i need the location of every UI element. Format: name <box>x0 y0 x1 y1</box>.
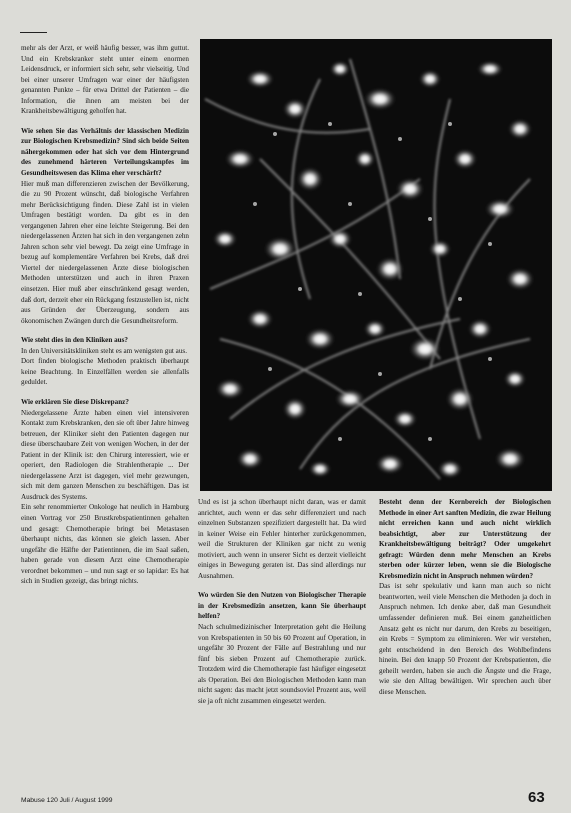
footer-magazine: Mabuse 120 Juli / August 1999 <box>21 797 113 804</box>
top-rule <box>20 32 47 33</box>
middle-column <box>198 497 366 706</box>
question-2: Wie steht dies in den Kliniken aus? <box>21 336 129 345</box>
answer-3b: Ein sehr renommierter Onkologe hat neulich in Hamburg einen Vortrag vor 250 Brustkrebspatientinnen gehalten und gesagt: Chemotherapie bringt bei Metastasen überhaupt nichts, das können sie gleich lassen. Aber ungefähr die Hälfte der Patientinnen, die im Saal saßen, haben gerade von diesem Arzt eine Chemotherapie verordnet bekommen – und nun sagt er so lapidar: Es hat sich in Studien gezeigt, das bringt nichts. <box>21 503 189 586</box>
paragraph-intro: mehr als der Arzt, er weiß häufig besser, was ihm guttut. Und ein Krebskranker steht unter einem enormen Leidensdruck, er informiert sich sehr, sehr vielseitig. Und bei einer unserer Umfragen war einer der häufigsten genannten Punkte – für etwa Drittel der Patienten – die Information, die ihnen am meisten bei der Krankheitsbewältigung geholfen hat. <box>21 44 189 116</box>
right-column <box>379 497 551 697</box>
answer-4: Nach schulmedizinischer Interpretation geht die Heilung von Krebspatienten in 50 bis 60 Prozent auf Operation, in ungefähr 30 Prozent der Fälle auf Bestrahlung und nur fünf bis sieben Prozent auf Chemotherapie zurück. Trotzdem wird die Chemotherapie fast häufiger eingesetzt als Operation. Bei den Biologischen Methoden kann man nicht sagen: das macht jetzt soundsoviel Prozent aus, weil sie ja oft nicht zusammen eingesetzt werden. <box>198 623 366 705</box>
question-4: Wo würden Sie den Nutzen von Biologischer Therapie in der Krebsmedizin ansetzen, kann Sie überhaupt helfen? <box>198 591 366 621</box>
question-5: Besteht denn der Kernbereich der Biologischen Methode in einer Art sanften Medizin, die zwar Heilung nicht erreichen kann und auch nicht wirklich beabsichtigt, aber zur Unterstützung der Krankheitsbewältigung beiträgt? Oder umgekehrt gefragt: Würden denn mehr Menschen an Krebs sterben oder kürzer leben, wenn sie die Biologische Krebsmedizin nicht in Anspruch nehmen würden? <box>379 498 551 580</box>
question-3: Wie erklären Sie diese Diskrepanz? <box>21 397 129 406</box>
page-number: 63 <box>528 789 545 806</box>
paragraph-mid-intro: Und es ist ja schon überhaupt nicht daran, was er damit anrichtet, auch wenn er das sehr differenziert und nach einzelnen Substanzen spezifiziert dargestellt hat. Da wird in keiner Weise ein Fehler hinterher zurückgenommen, weil die Strukturen der Kliniken gar nicht zu wenig motiviert, auch wenn in unserer Sicht es derzeit vielleicht einiges in Bewegung geraten ist. Das sind allerdings nur Ausnahmen. <box>198 498 366 580</box>
answer-1: Hier muß man differenzieren zwischen der Bevölkerung, die zu 90 Prozent wünscht, daß biologische Verfahren mehr Berücksichtigung finden. Diese Zahl ist in vielen Umfragen bestätigt worden. Da gibt es in den vergangenen Jahren eher eine leichte Steigerung. Bei den niedergelassenen Ärzten hat sich in den vergangenen zehn Jahren schon sehr viel bewegt. Da zeigt eine Umfrage in bezug auf komplementäre Verfahren bei Krebs, daß drei Viertel der niedergelassenen Ärzte diese biologischen Methoden unterstützen und auch in ihren Praxen einsetzen. Hier muß aber einschränkend gesagt werden, daß dort, derzeit eher ein Rückgang festzustellen ist, nicht aus Gründen der Überzeugung, sondern aus ökonomischen Zwängen durch die Gesundheitsreform. <box>21 179 189 325</box>
left-column <box>21 43 189 587</box>
glowing-plant-photo-icon <box>200 39 552 491</box>
plant-photo <box>200 39 552 491</box>
answer-5: Das ist sehr spekulativ und kann man auch so nicht beantworten, weil viele Menschen die Methoden ja doch in Anspruch nehmen. Ich denke aber, daß man Gesundheit umfassender definieren muß. Bei einem ganzheitlichen Ansatz geht es nicht nur darum, den Krebs zu beseitigen, ein Krebs = Symptom zu eliminieren. Wer wir verstehen, geht entscheidend in den Bereich des Wohlbefindens hinein. Bei den knapp 50 Prozent der Krebspatienten, die geheilt werden, haben sie auch die Ängste und die Frage, wie sie den Alltag bewältigen. Wir sprechen auch über diese Menschen. <box>379 582 551 696</box>
question-1: Wie sehen Sie das Verhältnis der klassischen Medizin zur Biologischen Krebsmedizin? Sind sich beide Seiten nähergekommen oder hat sich vor dem Hintergrund des zunehmend härteren Verteilungskampfes im Gesundheitswesen das Klima eher verschärft? <box>21 126 189 178</box>
answer-3a: Niedergelassene Ärzte haben einen viel intensiveren Kontakt zum Krebskranken, den sie oft über Jahre hinweg betreuen, der Kliniker sieht den Patienten dagegen nur diese überschaubare Zeit von wenigen Wochen, in der der Patient in der Klinik ist: den Chirurg interessiert, wie er operiert, den Radiologen die Strahlentherapie ... Der niedergelassene Arzt ist dagegen, viel mehr gezwungen, sich mit dem ganzen Menschen zu beschäftigen. Das ist Ausdruck des Systems. <box>21 408 189 501</box>
answer-2b: Dort finden biologische Methoden praktisch überhaupt keine Beachtung. In Einzelfällen werden sie allenfalls geduldet. <box>21 357 189 387</box>
answer-2a: In den Universitätskliniken steht es am wenigsten gut aus. <box>21 346 187 355</box>
